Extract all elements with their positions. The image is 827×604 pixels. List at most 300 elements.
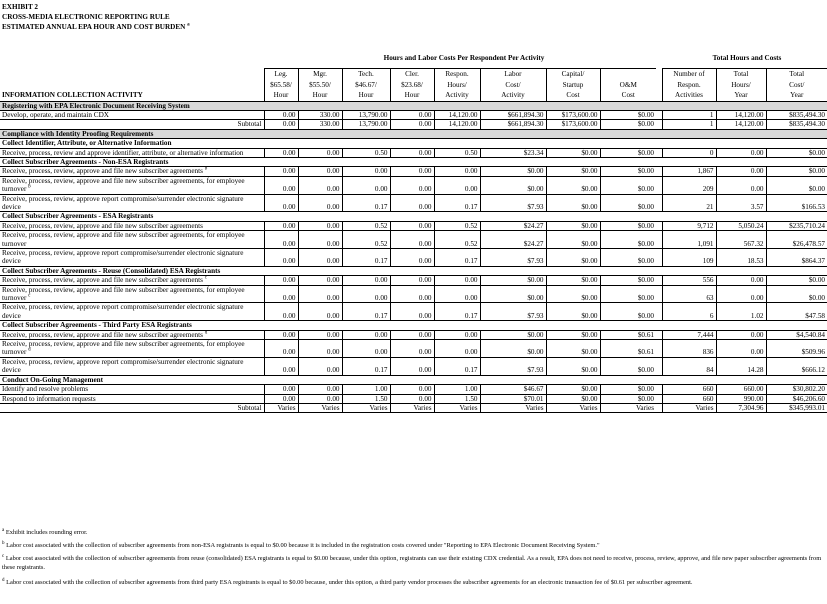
footnote-text: Labor cost associated with the collection of subscriber agreements from reuse (consolidated) ESA registrants is equal to $0.00 because, under this option, registrants can use their existing CDX credential. As a result, EPA does not need to receive, process, review, approve, and file new paper subscriber agreements from these registrants. (2, 555, 822, 571)
total-cost-cell: $835,494.30 (766, 120, 827, 129)
tech-cell: 0.00 (342, 330, 390, 339)
capital-cell: $0.00 (546, 148, 600, 157)
total-hours-cell: 0.00 (716, 276, 766, 285)
num-resp-cell: 7,444 (662, 330, 716, 339)
num-resp-cell: 1,091 (662, 231, 716, 249)
om-cell: $0.00 (600, 394, 656, 403)
tech-cell: 0.00 (342, 167, 390, 176)
total-cost-cell: $166.53 (766, 194, 827, 212)
total-hours-cell: 18.53 (716, 249, 766, 267)
om-cell: $0.00 (600, 303, 656, 321)
mgr-cell: 330.00 (298, 110, 342, 119)
tech-cell: 0.50 (342, 148, 390, 157)
num-resp-cell: 556 (662, 276, 716, 285)
cler-cell: 0.00 (390, 167, 434, 176)
header-line: $46.67/ (355, 80, 377, 89)
header-line: Mgr. (313, 70, 327, 78)
labor-cost-cell: $661,894.30 (480, 120, 546, 129)
om-cell: $0.00 (600, 385, 656, 394)
leg-cell: 0.00 (264, 394, 298, 403)
mgr-cell: 0.00 (298, 357, 342, 375)
header-line: Activities (675, 91, 703, 99)
table-row (0, 385, 827, 394)
om-cell: $0.00 (600, 357, 656, 375)
tech-cell: 0.52 (342, 221, 390, 230)
capital-cell: $0.00 (546, 249, 600, 267)
total-hours-cell: 14,120.00 (716, 110, 766, 119)
capital-cell: $0.00 (546, 394, 600, 403)
footnote-ref: b (204, 166, 208, 172)
activity-text: Receive, process, review, approve report compromise/surrender electronic signature device (2, 194, 244, 211)
footnote-ref: b (28, 184, 31, 190)
total-cost-cell: $864.37 (766, 249, 827, 267)
resp-hours-cell: 0.00 (434, 340, 480, 358)
om-cell: $0.00 (600, 231, 656, 249)
num-resp-column-header (662, 69, 716, 102)
cler-cell: 0.00 (390, 110, 434, 119)
header-line: Year (734, 91, 748, 99)
header-line: Startup (562, 80, 584, 89)
num-resp-cell: 1,867 (662, 167, 716, 176)
resp-hours-cell: 0.00 (434, 276, 480, 285)
total-cost-cell: $345,993.01 (766, 403, 827, 412)
labor-cost-cell: $661,894.30 (480, 110, 546, 119)
table-row (0, 231, 827, 249)
labor-cost-cell: $7.93 (480, 194, 546, 212)
cler-cell: 0.00 (390, 276, 434, 285)
leg-cell: 0.00 (264, 385, 298, 394)
num-resp-cell: 0 (662, 148, 716, 157)
capital-cell: $0.00 (546, 221, 600, 230)
leg-cell: 0.00 (264, 221, 298, 230)
header-line: Respon. (445, 70, 469, 78)
num-resp-cell: 109 (662, 249, 716, 267)
resp-hours-cell: 0.50 (434, 148, 480, 157)
om-cell: $0.00 (600, 249, 656, 267)
activity-cell (0, 194, 264, 212)
activity-cell (0, 357, 264, 375)
section-title: Collect Subscriber Agreements - ESA Registrants (0, 212, 827, 221)
section-title: Conduct On-Going Management (0, 375, 827, 384)
labor-cost-cell: $0.00 (480, 340, 546, 358)
activity-cell (0, 330, 264, 339)
labor-cost-cell: Varies (480, 403, 546, 412)
header-line: $55.50/ (309, 80, 331, 89)
cler-cell: 0.00 (390, 330, 434, 339)
activity-cell (0, 231, 264, 249)
resp-hours-cell: Varies (434, 403, 480, 412)
mgr-cell: 0.00 (298, 148, 342, 157)
table-row (0, 303, 827, 321)
group-header-totals: Total Hours and Costs (712, 54, 782, 62)
header-line: Cost (566, 91, 580, 99)
footnote-mark: b (2, 540, 5, 546)
cler-cell: 0.00 (390, 249, 434, 267)
activity-text: Receive, process, review, approve report compromise/surrender electronic signature device (2, 249, 244, 266)
header-line: $65.58/ (270, 80, 292, 89)
header-line: Hour (404, 91, 420, 99)
cler-cell: 0.00 (390, 148, 434, 157)
section-title: Collect Subscriber Agreements - Non-ESA Registrants (0, 157, 827, 166)
tech-column-header (342, 69, 390, 102)
activity-cell (0, 110, 264, 119)
total-hours-cell: 660.00 (716, 385, 766, 394)
resp-hours-cell: 1.00 (434, 385, 480, 394)
leg-cell: 0.00 (264, 231, 298, 249)
labor-cost-cell: $7.93 (480, 357, 546, 375)
header-line: Number of (673, 70, 705, 78)
labor-cost-cell: $24.27 (480, 221, 546, 230)
footnote (2, 578, 824, 587)
subtotal-row (0, 120, 827, 129)
activity-text: Identify and resolve problems (2, 385, 89, 394)
mgr-cell: Varies (298, 403, 342, 412)
total-cost-cell: $666.12 (766, 357, 827, 375)
footnote-ref: d (28, 348, 31, 354)
om-cell: $0.00 (600, 110, 656, 119)
capital-cell: $0.00 (546, 330, 600, 339)
activity-cell (0, 394, 264, 403)
num-resp-cell: 84 (662, 357, 716, 375)
header-line: Cost/ (505, 80, 521, 89)
om-column-header (600, 69, 656, 102)
footnote (2, 554, 824, 572)
header-line: Total (733, 70, 749, 78)
om-cell: $0.00 (600, 194, 656, 212)
capital-cell: $0.00 (546, 303, 600, 321)
labor-cost-cell: $0.00 (480, 330, 546, 339)
mgr-cell: 0.00 (298, 285, 342, 303)
cler-cell: 0.00 (390, 285, 434, 303)
tech-cell: 1.50 (342, 394, 390, 403)
subsection-header (0, 139, 827, 148)
om-cell: $0.00 (600, 276, 656, 285)
om-cell: $0.61 (600, 330, 656, 339)
header-line: Cost (621, 91, 635, 99)
footnote-mark: a (2, 527, 5, 533)
tech-cell: 0.17 (342, 194, 390, 212)
om-cell: $0.00 (600, 120, 656, 129)
footnote (2, 528, 824, 537)
mgr-cell: 0.00 (298, 176, 342, 194)
total-hours-cell: 0.00 (716, 167, 766, 176)
labor-cost-cell: $7.93 (480, 303, 546, 321)
activity-text: Receive, process, review, approve report compromise/surrender electronic signature device (2, 303, 244, 320)
leg-cell: 0.00 (264, 285, 298, 303)
total-hours-column-header (716, 69, 766, 102)
mgr-cell: 0.00 (298, 167, 342, 176)
table-row (0, 276, 827, 285)
cler-cell: 0.00 (390, 394, 434, 403)
leg-cell: 0.00 (264, 194, 298, 212)
leg-cell: Varies (264, 403, 298, 412)
om-cell: $0.00 (600, 176, 656, 194)
total-hours-cell: 0.00 (716, 340, 766, 358)
capital-cell: $0.00 (546, 285, 600, 303)
mgr-cell: 0.00 (298, 394, 342, 403)
group-header-per-respondent: Hours and Labor Costs Per Respondent Per Activity (383, 54, 545, 62)
cler-cell: Varies (390, 403, 434, 412)
num-resp-cell: 1 (662, 120, 716, 129)
total-cost-cell: $4,540.84 (766, 330, 827, 339)
section-title: Collect Identifier, Attribute, or Alternative Information (0, 139, 827, 148)
footnote-text: Labor cost associated with the collection of subscriber agreements from third party ESA registrants is equal to $0.00 because, under this option, a third party vendor processes the subscriber agreements for an electronic transaction fee of $0.61 per subscriber agreement. (6, 579, 693, 586)
subsection-header (0, 266, 827, 275)
tech-cell: 0.00 (342, 176, 390, 194)
footnote-text: Labor cost associated with the collection of subscriber agreements from non-ESA registrants is equal to $0.00 because it is included in the registration costs covered under "Reporting to EPA Electronic Document Receiving System." (6, 542, 600, 549)
leg-cell: 0.00 (264, 330, 298, 339)
capital-cell: Varies (546, 403, 600, 412)
header-line: Cler. (405, 70, 419, 78)
header-line: Hours/ (731, 80, 751, 89)
exhibit-label: EXHIBIT 2 (2, 3, 39, 11)
activity-text: Receive, process, review, approve and file new subscriber agreements, for employee turnover (2, 285, 245, 303)
footnote-text: Exhibit includes rounding error. (5, 529, 88, 536)
total-cost-cell: $0.00 (766, 285, 827, 303)
cler-cell: 0.00 (390, 176, 434, 194)
num-resp-cell: 9,712 (662, 221, 716, 230)
section-title: Compliance with Identity Proofing Requirements (0, 129, 827, 138)
header-line: Labor (504, 70, 522, 78)
activity-column-header: INFORMATION COLLECTION ACTIVITY (0, 69, 264, 102)
om-cell: $0.00 (600, 167, 656, 176)
table-row (0, 176, 827, 194)
leg-cell: 0.00 (264, 303, 298, 321)
leg-cell: 0.00 (264, 120, 298, 129)
leg-cell: 0.00 (264, 249, 298, 267)
activity-cell (0, 249, 264, 267)
capital-cell: $0.00 (546, 385, 600, 394)
resp-hours-cell: 0.00 (434, 176, 480, 194)
activity-text: Respond to information requests (2, 394, 96, 403)
num-resp-cell: 21 (662, 194, 716, 212)
header-line: Year (790, 91, 804, 99)
resp-hours-cell: 0.52 (434, 231, 480, 249)
header-line: Activity (501, 91, 525, 99)
resp-hours-column-header (434, 69, 480, 102)
num-resp-cell: Varies (662, 403, 716, 412)
capital-cell: $173,600.00 (546, 110, 600, 119)
subsection-header (0, 212, 827, 221)
header-line: Hour (312, 91, 328, 99)
header-line: Total (789, 70, 805, 78)
total-cost-cell: $509.96 (766, 340, 827, 358)
tech-cell: Varies (342, 403, 390, 412)
footnote-mark: d (2, 577, 5, 583)
total-cost-cell: $30,802.20 (766, 385, 827, 394)
table-row (0, 330, 827, 339)
capital-cell: $0.00 (546, 231, 600, 249)
section-title: Collect Subscriber Agreements - Third Party ESA Registrants (0, 321, 827, 330)
total-cost-cell: $0.00 (766, 167, 827, 176)
tech-cell: 0.17 (342, 303, 390, 321)
cler-column-header (390, 69, 434, 102)
mgr-cell: 0.00 (298, 194, 342, 212)
total-hours-cell: 5,050.24 (716, 221, 766, 230)
mgr-cell: 0.00 (298, 231, 342, 249)
total-cost-column-header (766, 69, 827, 102)
cler-cell: 0.00 (390, 231, 434, 249)
total-cost-cell: $835,494.30 (766, 110, 827, 119)
total-cost-cell: $235,710.24 (766, 221, 827, 230)
total-hours-cell: 1.02 (716, 303, 766, 321)
cler-cell: 0.00 (390, 340, 434, 358)
table-row (0, 167, 827, 176)
labor-cost-cell: $24.27 (480, 231, 546, 249)
labor-cost-cell: $7.93 (480, 249, 546, 267)
tech-cell: 0.00 (342, 340, 390, 358)
labor-cost-cell: $0.00 (480, 167, 546, 176)
footnote-mark: c (2, 553, 5, 559)
labor-cost-column-header (480, 69, 546, 102)
section-header (0, 101, 827, 110)
activity-cell (0, 167, 264, 176)
resp-hours-cell: 14,120.00 (434, 110, 480, 119)
resp-hours-cell: 0.17 (434, 303, 480, 321)
capital-cell: $0.00 (546, 340, 600, 358)
activity-text: Subtotal (237, 403, 262, 412)
tech-cell: 0.52 (342, 231, 390, 249)
rule-title: CROSS-MEDIA ELECTRONIC REPORTING RULE (2, 13, 170, 21)
subsection-header (0, 321, 827, 330)
om-cell: $0.00 (600, 148, 656, 157)
activity-text: Receive, process, review, approve and file new subscriber agreements, for employee turnover (2, 340, 245, 357)
table-row (0, 110, 827, 119)
labor-cost-cell: $46.67 (480, 385, 546, 394)
tech-cell: 0.17 (342, 357, 390, 375)
header-line: Capital/ (561, 70, 585, 78)
table-subtitle: ESTIMATED ANNUAL EPA HOUR AND COST BURDEN $^a$ (2, 22, 190, 31)
labor-cost-cell: $0.00 (480, 176, 546, 194)
num-resp-cell: 209 (662, 176, 716, 194)
activity-text: Receive, process, review and approve identifier, attribute, or alternative information (2, 148, 244, 157)
activity-cell (0, 148, 264, 157)
mgr-cell: 0.00 (298, 276, 342, 285)
leg-cell: 0.00 (264, 340, 298, 358)
om-cell: $0.61 (600, 340, 656, 358)
total-cost-cell: $0.00 (766, 148, 827, 157)
header-line: Tech. (358, 70, 374, 78)
capital-cell: $0.00 (546, 276, 600, 285)
activity-cell (0, 285, 264, 303)
activity-text: Receive, process, review, approve and file new subscriber agreements (2, 221, 203, 230)
total-hours-cell: 990.00 (716, 394, 766, 403)
total-hours-cell: 0.00 (716, 330, 766, 339)
tech-cell: 0.00 (342, 276, 390, 285)
labor-cost-cell: $0.00 (480, 285, 546, 303)
cler-cell: 0.00 (390, 221, 434, 230)
table-row (0, 148, 827, 157)
activity-text: Receive, process, review, approve and file new subscriber agreements (2, 276, 203, 285)
section-title: Collect Subscriber Agreements - Reuse (Consolidated) ESA Registrants (0, 266, 827, 275)
table-row (0, 249, 827, 267)
header-line: Leg. (274, 70, 288, 78)
activity-text: Develop, operate, and maintain CDX (2, 110, 109, 119)
activity-cell (0, 340, 264, 358)
total-cost-cell: $0.00 (766, 276, 827, 285)
activity-cell (0, 385, 264, 394)
activity-cell (0, 176, 264, 194)
capital-cell: $0.00 (546, 194, 600, 212)
cler-cell: 0.00 (390, 194, 434, 212)
om-cell: Varies (600, 403, 656, 412)
labor-cost-cell: $70.01 (480, 394, 546, 403)
subsection-header (0, 375, 827, 384)
total-cost-cell: $47.58 (766, 303, 827, 321)
header-line: Hour (358, 91, 374, 99)
activity-text: Receive, process, review, approve report compromise/surrender electronic signature device (2, 357, 244, 375)
mgr-cell: 0.00 (298, 303, 342, 321)
leg-cell: 0.00 (264, 167, 298, 176)
mgr-cell: 0.00 (298, 330, 342, 339)
leg-cell: 0.00 (264, 357, 298, 375)
num-resp-cell: 660 (662, 385, 716, 394)
subsection-header (0, 157, 827, 166)
total-hours-cell: 14,120.00 (716, 120, 766, 129)
resp-hours-cell: 0.52 (434, 221, 480, 230)
capital-cell: $0.00 (546, 357, 600, 375)
footnote-ref: c (28, 293, 31, 299)
tech-cell: 13,790.00 (342, 110, 390, 119)
header-line: Hour (273, 91, 289, 99)
total-hours-cell: 567.32 (716, 231, 766, 249)
header-line: Respon. (677, 80, 701, 89)
leg-cell: 0.00 (264, 148, 298, 157)
resp-hours-cell: 0.00 (434, 330, 480, 339)
labor-cost-cell: $23.34 (480, 148, 546, 157)
activity-text: Receive, process, review, approve and file new subscriber agreements, for employee turnover (2, 231, 245, 248)
header-line: O&M (619, 80, 637, 89)
resp-hours-cell: 0.17 (434, 357, 480, 375)
activity-text: Receive, process, review, approve and file new subscriber agreements (2, 167, 203, 176)
leg-column-header (264, 69, 298, 102)
capital-column-header (546, 69, 600, 102)
activity-text: Receive, process, review, approve and file new subscriber agreements (2, 330, 203, 339)
num-resp-cell: 836 (662, 340, 716, 358)
column-header-row (0, 69, 827, 102)
activity-text: Receive, process, review, approve and file new subscriber agreements, for employee turnover (2, 176, 245, 194)
header-line: Activity (445, 91, 469, 99)
resp-hours-cell: 0.00 (434, 167, 480, 176)
mgr-cell: 0.00 (298, 221, 342, 230)
total-hours-cell: 0.00 (716, 176, 766, 194)
capital-cell: $0.00 (546, 176, 600, 194)
table-row (0, 340, 827, 358)
tech-cell: 0.17 (342, 249, 390, 267)
mgr-cell: 0.00 (298, 385, 342, 394)
section-title: Registering with EPA Electronic Document Receiving System (0, 101, 827, 110)
total-hours-cell: 7,304.96 (716, 403, 766, 412)
section-header (0, 129, 827, 138)
activity-cell (0, 403, 264, 412)
num-resp-cell: 1 (662, 110, 716, 119)
num-resp-cell: 63 (662, 285, 716, 303)
activity-cell (0, 276, 264, 285)
total-hours-cell: 14.28 (716, 357, 766, 375)
subtotal-row (0, 403, 827, 412)
leg-cell: 0.00 (264, 110, 298, 119)
mgr-column-header (298, 69, 342, 102)
resp-hours-cell: 0.00 (434, 285, 480, 303)
activity-text: Subtotal (237, 120, 262, 129)
burden-table (0, 68, 827, 413)
total-hours-cell: 0.00 (716, 285, 766, 303)
tech-cell: 1.00 (342, 385, 390, 394)
total-hours-cell: 0.00 (716, 148, 766, 157)
leg-cell: 0.00 (264, 276, 298, 285)
table-row (0, 285, 827, 303)
resp-hours-cell: 14,120.00 (434, 120, 480, 129)
